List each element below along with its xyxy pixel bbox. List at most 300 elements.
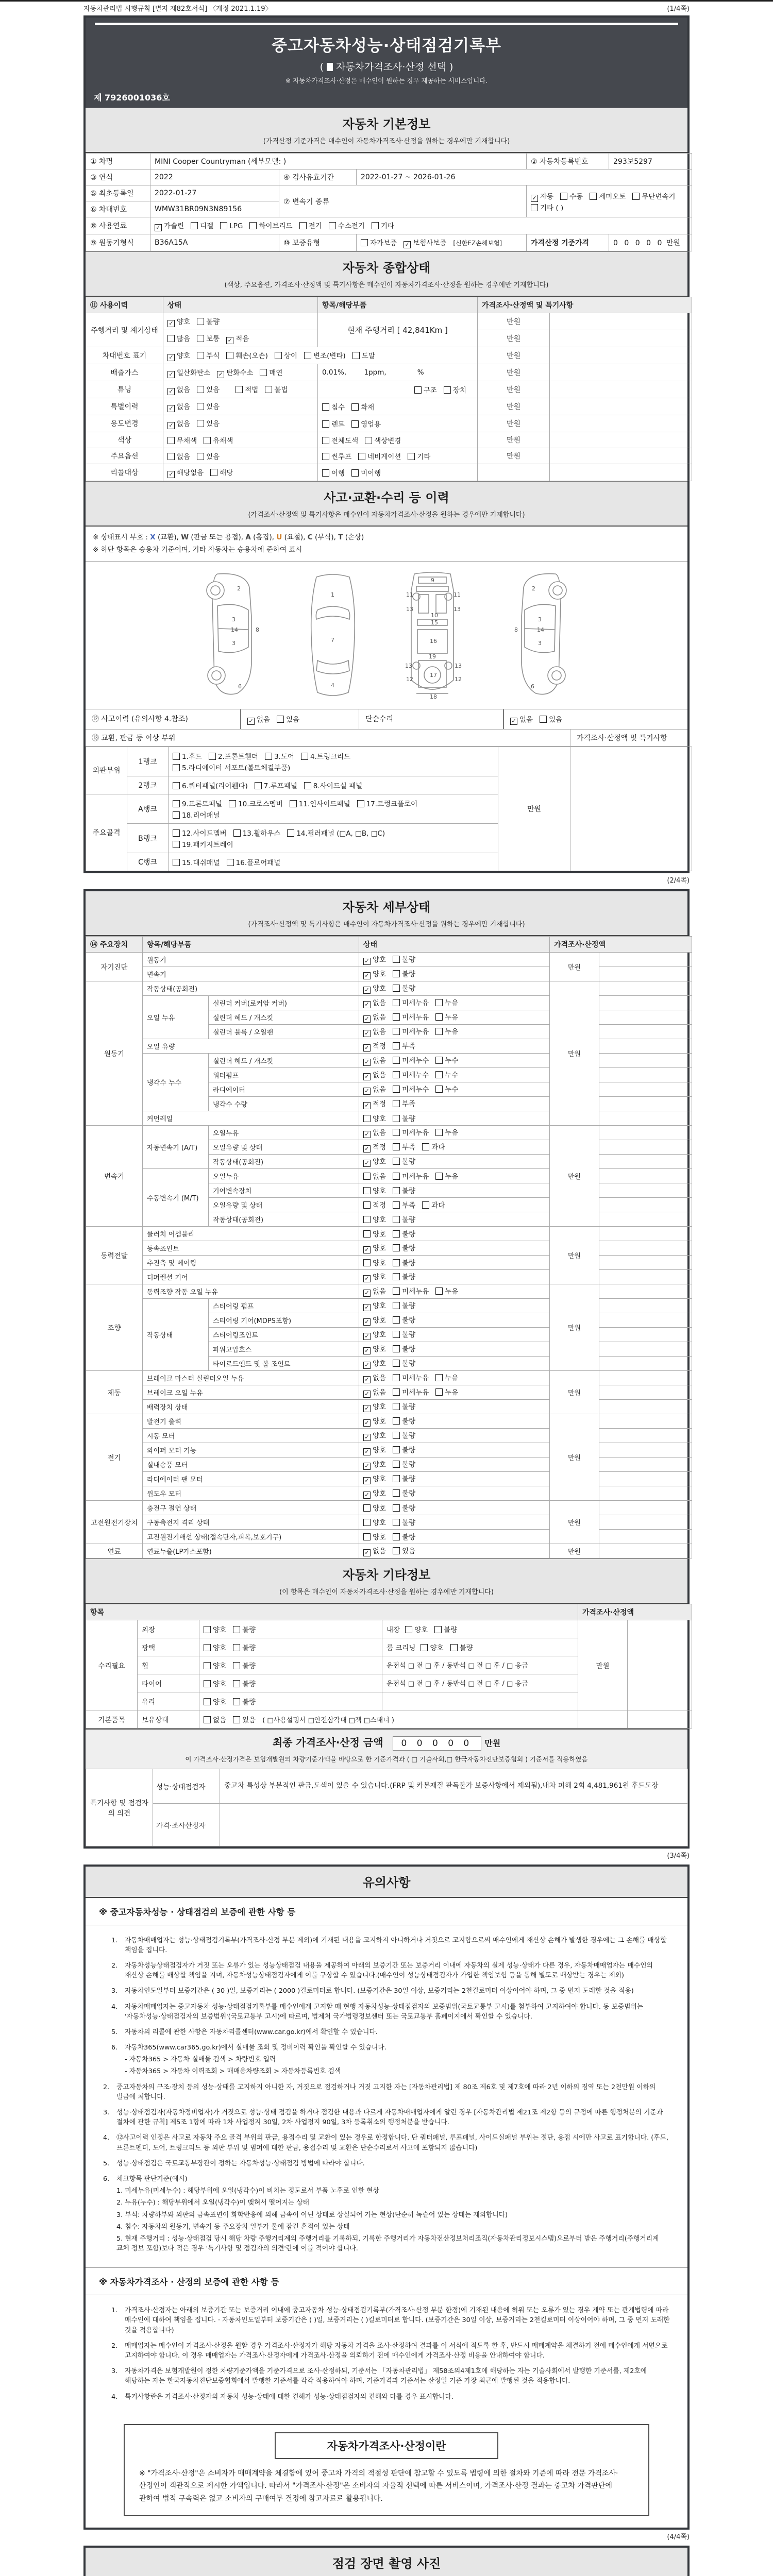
- unchecked-checkbox-icon[interactable]: [422, 1143, 429, 1150]
- check-option[interactable]: [393, 1314, 415, 1325]
- check-option[interactable]: [393, 954, 415, 964]
- unchecked-checkbox-icon[interactable]: [229, 800, 236, 807]
- unchecked-checkbox-icon[interactable]: [393, 1187, 400, 1194]
- unchecked-checkbox-icon[interactable]: [393, 1057, 400, 1064]
- unchecked-checkbox-icon[interactable]: [233, 1644, 240, 1651]
- checked-checkbox-icon[interactable]: [363, 1059, 371, 1066]
- check-option[interactable]: [227, 857, 281, 867]
- check-option[interactable]: [363, 1083, 386, 1095]
- check-option[interactable]: [361, 237, 397, 247]
- check-option[interactable]: [363, 1300, 386, 1311]
- unchecked-checkbox-icon[interactable]: [233, 829, 241, 837]
- checked-checkbox-icon[interactable]: [363, 1275, 371, 1282]
- checked-checkbox-icon[interactable]: [167, 471, 175, 478]
- check-option[interactable]: [301, 751, 350, 761]
- check-option[interactable]: [204, 1624, 226, 1634]
- unchecked-checkbox-icon[interactable]: [167, 437, 175, 444]
- check-option[interactable]: [247, 714, 270, 725]
- check-option[interactable]: [363, 1156, 386, 1167]
- check-option[interactable]: [167, 316, 190, 327]
- check-option[interactable]: [393, 1127, 429, 1137]
- check-option[interactable]: [363, 1415, 386, 1427]
- check-option[interactable]: [155, 220, 184, 231]
- check-option[interactable]: [531, 202, 563, 212]
- check-option[interactable]: [393, 1098, 415, 1108]
- check-option[interactable]: [435, 1386, 458, 1397]
- unchecked-checkbox-icon[interactable]: [322, 469, 329, 477]
- checked-checkbox-icon[interactable]: [363, 1088, 371, 1095]
- checked-checkbox-icon[interactable]: [510, 718, 517, 725]
- unchecked-checkbox-icon[interactable]: [304, 782, 311, 789]
- check-option[interactable]: [358, 451, 401, 461]
- unchecked-checkbox-icon[interactable]: [233, 1716, 240, 1723]
- check-option[interactable]: [393, 1459, 415, 1469]
- checked-checkbox-icon[interactable]: [167, 405, 175, 412]
- unchecked-checkbox-icon[interactable]: [220, 222, 227, 229]
- unchecked-checkbox-icon[interactable]: [167, 453, 175, 460]
- check-option[interactable]: [393, 1171, 429, 1181]
- check-option[interactable]: [590, 191, 626, 201]
- checked-checkbox-icon[interactable]: [363, 1030, 371, 1037]
- unchecked-checkbox-icon[interactable]: [435, 1287, 443, 1295]
- check-option[interactable]: [173, 751, 202, 761]
- check-option[interactable]: [363, 1372, 386, 1383]
- unchecked-checkbox-icon[interactable]: [393, 1115, 400, 1122]
- unchecked-checkbox-icon[interactable]: [435, 999, 443, 1006]
- checked-checkbox-icon[interactable]: [363, 1492, 371, 1499]
- check-option[interactable]: [209, 751, 258, 761]
- unchecked-checkbox-icon[interactable]: [204, 1662, 211, 1669]
- check-option[interactable]: [197, 350, 220, 360]
- unchecked-checkbox-icon[interactable]: [329, 222, 336, 229]
- unchecked-checkbox-icon[interactable]: [167, 335, 175, 342]
- unchecked-checkbox-icon[interactable]: [233, 1662, 240, 1669]
- unchecked-checkbox-icon[interactable]: [352, 352, 360, 359]
- check-option[interactable]: [363, 1386, 386, 1398]
- unchecked-checkbox-icon[interactable]: [227, 859, 234, 866]
- check-option[interactable]: [393, 1300, 415, 1310]
- unchecked-checkbox-icon[interactable]: [197, 318, 204, 325]
- unchecked-checkbox-icon[interactable]: [393, 1547, 400, 1554]
- unchecked-checkbox-icon[interactable]: [197, 403, 204, 410]
- checked-checkbox-icon[interactable]: [363, 1549, 371, 1556]
- check-option[interactable]: [210, 467, 233, 477]
- unchecked-checkbox-icon[interactable]: [173, 753, 180, 760]
- check-option[interactable]: [352, 350, 375, 360]
- check-option[interactable]: [226, 333, 249, 344]
- unchecked-checkbox-icon[interactable]: [173, 782, 180, 789]
- check-option[interactable]: [236, 384, 258, 394]
- check-option[interactable]: [167, 401, 190, 412]
- unchecked-checkbox-icon[interactable]: [393, 1201, 400, 1209]
- check-option[interactable]: [304, 350, 346, 360]
- check-option[interactable]: [393, 1083, 429, 1094]
- unchecked-checkbox-icon[interactable]: [393, 1316, 400, 1324]
- unchecked-checkbox-icon[interactable]: [204, 1716, 211, 1723]
- check-option[interactable]: [229, 798, 283, 808]
- checked-checkbox-icon[interactable]: [363, 1290, 371, 1297]
- unchecked-checkbox-icon[interactable]: [363, 1115, 371, 1122]
- unchecked-checkbox-icon[interactable]: [204, 1644, 211, 1651]
- check-option[interactable]: [204, 1642, 226, 1652]
- check-option[interactable]: [363, 1026, 386, 1037]
- unchecked-checkbox-icon[interactable]: [361, 239, 368, 246]
- check-option[interactable]: [405, 1624, 428, 1634]
- check-option[interactable]: [233, 1642, 256, 1652]
- check-option[interactable]: [393, 1271, 415, 1281]
- unchecked-checkbox-icon[interactable]: [173, 800, 180, 807]
- checked-checkbox-icon[interactable]: [363, 1362, 371, 1369]
- check-option[interactable]: [220, 222, 243, 230]
- checked-checkbox-icon[interactable]: [363, 1376, 371, 1383]
- check-option[interactable]: [435, 997, 458, 1007]
- unchecked-checkbox-icon[interactable]: [393, 1461, 400, 1468]
- unchecked-checkbox-icon[interactable]: [204, 1698, 211, 1705]
- check-option[interactable]: [393, 1502, 415, 1513]
- check-option[interactable]: [393, 1343, 415, 1353]
- checked-checkbox-icon[interactable]: [363, 1434, 371, 1441]
- check-option[interactable]: [363, 1040, 386, 1052]
- check-option[interactable]: [363, 982, 386, 994]
- check-option[interactable]: [393, 1185, 415, 1195]
- check-option[interactable]: [393, 1069, 429, 1079]
- check-option[interactable]: [363, 1069, 386, 1080]
- unchecked-checkbox-icon[interactable]: [233, 1680, 240, 1687]
- checked-checkbox-icon[interactable]: [217, 371, 224, 378]
- unchecked-checkbox-icon[interactable]: [531, 204, 538, 211]
- checked-checkbox-icon[interactable]: [363, 1145, 371, 1153]
- unchecked-checkbox-icon[interactable]: [393, 1360, 400, 1367]
- check-option[interactable]: [173, 857, 220, 867]
- check-option[interactable]: [265, 384, 288, 394]
- unchecked-checkbox-icon[interactable]: [393, 1071, 400, 1078]
- checked-checkbox-icon[interactable]: [167, 354, 175, 361]
- check-option[interactable]: [363, 1185, 386, 1195]
- unchecked-checkbox-icon[interactable]: [210, 469, 217, 476]
- check-option[interactable]: [393, 1517, 415, 1527]
- unchecked-checkbox-icon[interactable]: [422, 1201, 429, 1209]
- checked-checkbox-icon[interactable]: [247, 718, 255, 725]
- check-option[interactable]: [540, 714, 562, 724]
- check-option[interactable]: [197, 333, 220, 343]
- unchecked-checkbox-icon[interactable]: [393, 1143, 400, 1150]
- unchecked-checkbox-icon[interactable]: [393, 1259, 400, 1266]
- check-option[interactable]: [322, 401, 345, 412]
- check-option[interactable]: [393, 1430, 415, 1440]
- unchecked-checkbox-icon[interactable]: [393, 1417, 400, 1425]
- check-option[interactable]: [249, 220, 292, 230]
- unchecked-checkbox-icon[interactable]: [393, 970, 400, 977]
- checked-checkbox-icon[interactable]: [363, 1102, 371, 1109]
- unchecked-checkbox-icon[interactable]: [393, 1475, 400, 1482]
- check-option[interactable]: [363, 1113, 386, 1123]
- unchecked-checkbox-icon[interactable]: [322, 437, 329, 444]
- check-option[interactable]: [226, 350, 268, 360]
- checked-checkbox-icon[interactable]: [363, 1246, 371, 1253]
- check-option[interactable]: [363, 1531, 386, 1541]
- unchecked-checkbox-icon[interactable]: [365, 437, 372, 444]
- unchecked-checkbox-icon[interactable]: [560, 193, 567, 200]
- check-option[interactable]: [363, 1199, 386, 1210]
- unchecked-checkbox-icon[interactable]: [233, 1626, 240, 1633]
- unchecked-checkbox-icon[interactable]: [265, 753, 272, 760]
- checked-checkbox-icon[interactable]: [363, 1318, 371, 1326]
- check-option[interactable]: [167, 350, 190, 361]
- unchecked-checkbox-icon[interactable]: [197, 352, 204, 359]
- check-option[interactable]: [450, 1642, 473, 1652]
- check-option[interactable]: [393, 1228, 415, 1239]
- unchecked-checkbox-icon[interactable]: [351, 420, 359, 428]
- check-option[interactable]: [363, 1517, 386, 1527]
- unchecked-checkbox-icon[interactable]: [435, 1374, 443, 1381]
- check-option[interactable]: [444, 384, 466, 395]
- check-option[interactable]: [275, 350, 297, 360]
- check-option[interactable]: [414, 384, 437, 395]
- checked-checkbox-icon[interactable]: [167, 422, 175, 429]
- unchecked-checkbox-icon[interactable]: [435, 1071, 443, 1078]
- check-option[interactable]: [173, 762, 290, 772]
- unchecked-checkbox-icon[interactable]: [372, 222, 379, 229]
- check-option[interactable]: [363, 1271, 386, 1282]
- check-option[interactable]: [322, 451, 351, 461]
- check-option[interactable]: [393, 1141, 415, 1151]
- check-option[interactable]: [393, 1358, 415, 1368]
- check-option[interactable]: [217, 367, 253, 378]
- unchecked-checkbox-icon[interactable]: [393, 1403, 400, 1410]
- check-option[interactable]: [197, 316, 220, 326]
- unchecked-checkbox-icon[interactable]: [414, 386, 422, 394]
- check-option[interactable]: [363, 1487, 386, 1499]
- unchecked-checkbox-icon[interactable]: [299, 222, 307, 229]
- check-option[interactable]: [204, 1678, 226, 1688]
- unchecked-checkbox-icon[interactable]: [173, 811, 180, 819]
- check-option[interactable]: [363, 1127, 386, 1138]
- unchecked-checkbox-icon[interactable]: [393, 956, 400, 963]
- check-option[interactable]: [322, 467, 345, 478]
- unchecked-checkbox-icon[interactable]: [363, 1201, 371, 1209]
- unchecked-checkbox-icon[interactable]: [393, 1042, 400, 1049]
- unchecked-checkbox-icon[interactable]: [393, 1173, 400, 1180]
- unchecked-checkbox-icon[interactable]: [590, 193, 597, 200]
- check-option[interactable]: [560, 191, 583, 201]
- unchecked-checkbox-icon[interactable]: [322, 403, 329, 411]
- check-option[interactable]: [393, 1473, 415, 1483]
- check-option[interactable]: [363, 1285, 386, 1297]
- checked-checkbox-icon[interactable]: [363, 1304, 371, 1311]
- unchecked-checkbox-icon[interactable]: [393, 1028, 400, 1035]
- unchecked-checkbox-icon[interactable]: [393, 1446, 400, 1453]
- check-option[interactable]: [167, 333, 190, 343]
- checked-checkbox-icon[interactable]: [226, 337, 233, 344]
- unchecked-checkbox-icon[interactable]: [290, 800, 297, 807]
- check-option[interactable]: [393, 1040, 415, 1050]
- check-option[interactable]: [363, 1257, 386, 1267]
- unchecked-checkbox-icon[interactable]: [393, 1273, 400, 1280]
- unchecked-checkbox-icon[interactable]: [393, 1374, 400, 1381]
- unchecked-checkbox-icon[interactable]: [435, 1057, 443, 1064]
- checked-checkbox-icon[interactable]: [167, 320, 175, 327]
- check-option[interactable]: [393, 1545, 415, 1555]
- check-option[interactable]: [435, 1069, 458, 1079]
- unchecked-checkbox-icon[interactable]: [393, 1230, 400, 1238]
- unchecked-checkbox-icon[interactable]: [209, 753, 216, 760]
- checked-checkbox-icon[interactable]: [363, 1419, 371, 1427]
- check-option[interactable]: [197, 451, 220, 461]
- unchecked-checkbox-icon[interactable]: [435, 1013, 443, 1021]
- unchecked-checkbox-icon[interactable]: [363, 1259, 371, 1266]
- check-option[interactable]: [363, 1228, 386, 1239]
- unchecked-checkbox-icon[interactable]: [393, 985, 400, 992]
- unchecked-checkbox-icon[interactable]: [393, 1100, 400, 1107]
- checked-checkbox-icon[interactable]: [363, 1015, 371, 1023]
- check-option[interactable]: [363, 968, 386, 979]
- unchecked-checkbox-icon[interactable]: [363, 1519, 371, 1526]
- check-option[interactable]: [363, 1141, 386, 1153]
- check-option[interactable]: [173, 827, 227, 838]
- unchecked-checkbox-icon[interactable]: [173, 829, 180, 837]
- check-option[interactable]: [304, 780, 362, 790]
- unchecked-checkbox-icon[interactable]: [363, 1504, 371, 1512]
- check-option[interactable]: [393, 1055, 429, 1065]
- unchecked-checkbox-icon[interactable]: [204, 1680, 211, 1687]
- checked-checkbox-icon[interactable]: [167, 388, 175, 395]
- unchecked-checkbox-icon[interactable]: [260, 369, 267, 376]
- checked-checkbox-icon[interactable]: [363, 1347, 371, 1354]
- unchecked-checkbox-icon[interactable]: [393, 1388, 400, 1396]
- check-option[interactable]: [357, 798, 418, 808]
- check-option[interactable]: [197, 418, 220, 428]
- check-option[interactable]: [393, 997, 429, 1007]
- check-option[interactable]: [167, 384, 190, 395]
- check-option[interactable]: [191, 220, 213, 230]
- check-option[interactable]: [363, 1055, 386, 1066]
- check-option[interactable]: [393, 1415, 415, 1426]
- checked-checkbox-icon[interactable]: [363, 1001, 371, 1008]
- checked-checkbox-icon[interactable]: [155, 224, 162, 231]
- check-option[interactable]: [204, 1660, 226, 1670]
- check-option[interactable]: [363, 1343, 386, 1354]
- check-option[interactable]: [365, 435, 401, 445]
- unchecked-checkbox-icon[interactable]: [393, 1129, 400, 1136]
- unchecked-checkbox-icon[interactable]: [435, 1173, 443, 1180]
- check-option[interactable]: [233, 827, 281, 838]
- check-option[interactable]: [363, 1011, 386, 1023]
- unchecked-checkbox-icon[interactable]: [233, 1698, 240, 1705]
- checked-checkbox-icon[interactable]: [363, 987, 371, 994]
- check-option[interactable]: [197, 384, 220, 394]
- check-option[interactable]: [363, 1430, 386, 1441]
- checked-checkbox-icon[interactable]: [363, 1073, 371, 1080]
- checked-checkbox-icon[interactable]: [363, 1477, 371, 1484]
- unchecked-checkbox-icon[interactable]: [393, 1216, 400, 1223]
- check-option[interactable]: [393, 1386, 429, 1397]
- check-option[interactable]: [393, 1401, 415, 1411]
- checked-checkbox-icon[interactable]: [363, 1391, 371, 1398]
- check-option[interactable]: [363, 1444, 386, 1455]
- check-option[interactable]: [393, 1011, 429, 1022]
- check-option[interactable]: [363, 1329, 386, 1340]
- check-option[interactable]: [363, 997, 386, 1008]
- checked-checkbox-icon[interactable]: [363, 1333, 371, 1340]
- check-option[interactable]: [363, 954, 386, 965]
- unchecked-checkbox-icon[interactable]: [363, 1533, 371, 1540]
- check-option[interactable]: [372, 220, 394, 230]
- unchecked-checkbox-icon[interactable]: [197, 453, 204, 460]
- check-option[interactable]: [435, 1285, 458, 1296]
- check-option[interactable]: [393, 1329, 415, 1339]
- check-option[interactable]: [363, 1459, 386, 1470]
- check-option[interactable]: [173, 780, 248, 790]
- checked-checkbox-icon[interactable]: [363, 1463, 371, 1470]
- unchecked-checkbox-icon[interactable]: [363, 1216, 371, 1223]
- check-option[interactable]: [277, 714, 299, 724]
- unchecked-checkbox-icon[interactable]: [393, 1504, 400, 1512]
- check-option[interactable]: [351, 401, 374, 412]
- unchecked-checkbox-icon[interactable]: [405, 1626, 412, 1633]
- unchecked-checkbox-icon[interactable]: [363, 1187, 371, 1194]
- unchecked-checkbox-icon[interactable]: [435, 1028, 443, 1035]
- unchecked-checkbox-icon[interactable]: [173, 859, 180, 866]
- checked-checkbox-icon[interactable]: [167, 371, 175, 378]
- checked-checkbox-icon[interactable]: [363, 972, 371, 979]
- check-option[interactable]: [322, 418, 345, 429]
- check-option[interactable]: [363, 1314, 386, 1326]
- check-option[interactable]: [351, 418, 381, 429]
- check-option[interactable]: [393, 982, 415, 993]
- check-option[interactable]: [167, 418, 190, 429]
- check-option[interactable]: [167, 467, 204, 478]
- unchecked-checkbox-icon[interactable]: [434, 1626, 442, 1633]
- checked-checkbox-icon[interactable]: [363, 958, 371, 965]
- check-option[interactable]: [233, 1678, 256, 1688]
- unchecked-checkbox-icon[interactable]: [322, 420, 329, 428]
- check-option[interactable]: [421, 1642, 443, 1652]
- unchecked-checkbox-icon[interactable]: [393, 1302, 400, 1309]
- check-option[interactable]: [173, 798, 222, 808]
- checked-checkbox-icon[interactable]: [363, 1044, 371, 1052]
- check-option[interactable]: [173, 809, 220, 820]
- checked-checkbox-icon[interactable]: [363, 1448, 371, 1455]
- unchecked-checkbox-icon[interactable]: [275, 352, 282, 359]
- unchecked-checkbox-icon[interactable]: [265, 386, 272, 393]
- check-option[interactable]: [422, 1141, 445, 1151]
- checked-checkbox-icon[interactable]: [363, 1160, 371, 1167]
- unchecked-checkbox-icon[interactable]: [197, 386, 204, 393]
- unchecked-checkbox-icon[interactable]: [249, 222, 257, 229]
- unchecked-checkbox-icon[interactable]: [540, 716, 547, 723]
- check-option[interactable]: [393, 1285, 429, 1296]
- check-option[interactable]: [434, 1624, 457, 1634]
- checked-checkbox-icon[interactable]: [363, 1405, 371, 1412]
- check-option[interactable]: [173, 839, 233, 849]
- check-option[interactable]: [363, 1502, 386, 1513]
- check-option[interactable]: [408, 451, 430, 461]
- unchecked-checkbox-icon[interactable]: [204, 437, 211, 444]
- check-option[interactable]: [435, 1171, 458, 1181]
- check-option[interactable]: [363, 1358, 386, 1369]
- unchecked-checkbox-icon[interactable]: [226, 352, 233, 359]
- check-option[interactable]: [393, 968, 415, 978]
- unchecked-checkbox-icon[interactable]: [393, 1432, 400, 1439]
- check-option[interactable]: [233, 1714, 256, 1724]
- checked-checkbox-icon[interactable]: [363, 1131, 371, 1138]
- unchecked-checkbox-icon[interactable]: [444, 386, 451, 394]
- unchecked-checkbox-icon[interactable]: [393, 1158, 400, 1165]
- check-option[interactable]: [322, 435, 358, 445]
- check-option[interactable]: [204, 435, 233, 445]
- unchecked-checkbox-icon[interactable]: [191, 222, 198, 229]
- unchecked-checkbox-icon[interactable]: [435, 1388, 443, 1396]
